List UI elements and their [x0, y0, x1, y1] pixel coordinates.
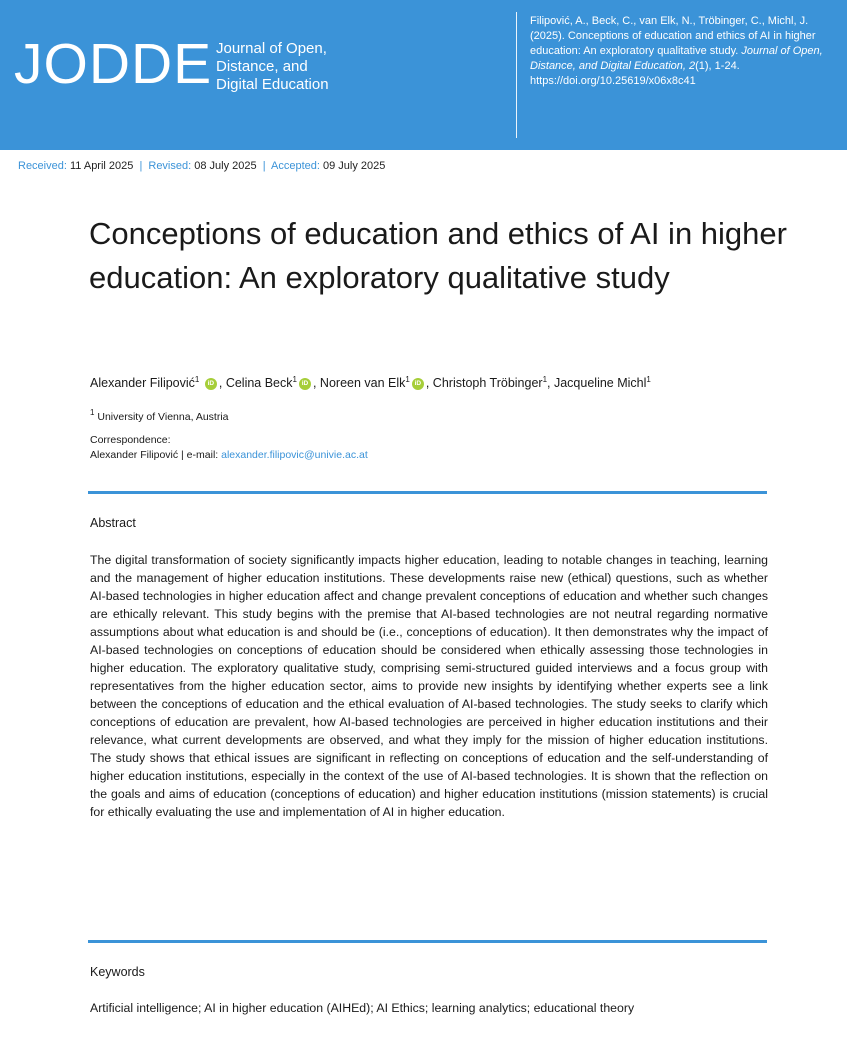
- author-affiliation-mark: 1: [194, 375, 200, 384]
- journal-name-line: Digital Education: [216, 76, 329, 93]
- correspondence-label: Correspondence:: [90, 434, 171, 446]
- revised-date: 08 July 2025: [194, 160, 257, 172]
- correspondence-name: Alexander Filipović | e-mail:: [90, 449, 222, 461]
- journal-logo: JODDE: [14, 32, 213, 96]
- author-name: Celina Beck: [225, 376, 293, 390]
- date-separator: |: [262, 160, 266, 172]
- affiliation-text: University of Vienna, Austria: [97, 411, 229, 423]
- journal-name-line: Journal of Open,: [216, 40, 327, 57]
- author-affiliation-mark: 1: [292, 375, 297, 384]
- received-date: 11 April 2025: [69, 160, 134, 172]
- journal-header: [0, 0, 847, 150]
- orcid-icon[interactable]: iD: [205, 378, 217, 390]
- keywords-heading: Keywords: [90, 965, 145, 979]
- correspondence: [90, 433, 368, 463]
- keywords-text: Artificial intelligence; AI in higher education (AIHEd); AI Ethics; learning analytics; educational theory: [90, 1001, 635, 1015]
- submission-dates: [18, 160, 385, 172]
- affiliation: [90, 408, 229, 423]
- author-affiliation-mark: 1: [542, 375, 548, 384]
- accepted-date: 09 July 2025: [322, 160, 386, 172]
- date-separator: |: [139, 160, 143, 172]
- journal-name-line: Distance, and: [216, 58, 308, 75]
- author-name: Christoph Tröbinger: [432, 376, 543, 390]
- citation-journal: Journal of Open, Distance, and Digital Education, 2: [530, 45, 823, 72]
- author-affiliation-mark: 1: [405, 375, 410, 384]
- affiliation-mark: 1: [90, 408, 95, 417]
- section-divider: [88, 491, 767, 494]
- paper-title: Conceptions of education and ethics of AI in higher education: An exploratory qualitative study: [89, 216, 787, 295]
- citation-text: Filipović, A., Beck, C., van Elk, N., Tröbinger, C., Michl, J. (2025). Conceptions of education and ethics of AI in higher education: An exploratory qualitative study.: [530, 15, 816, 57]
- accepted-label: Accepted:: [271, 160, 320, 172]
- received-label: Received:: [18, 160, 67, 172]
- orcid-icon[interactable]: iD: [412, 378, 424, 390]
- author-affiliation-mark: 1: [646, 375, 651, 384]
- author-name: Jacqueline Michl: [553, 376, 647, 390]
- abstract-text: The digital transformation of society significantly impacts higher education, leading to notable changes in teaching, learning and the management of higher education institutions. These developments raise new (ethical) questions, such as whether AI-based technologies in higher education affect and change prevalent conceptions of education and whether such changes are ethically relevant. This study begins with the premise that AI-based technologies are not neutral regarding normative assumptions about what education is and should be (i.e., conceptions of education). It then demonstrates why the impact of AI-based technologies on conceptions of education should be considered when ethically assessing those technologies in higher education. The exploratory qualitative study, comprising semi-structured guided interviews and a focus group with representatives from the higher education sector, aims to provide new insights by identifying whether experts see a link between the conceptions of education and the ethical evaluation of AI-based technologies. The study seeks to clarify which conceptions of education are prevalent, how AI-based technologies are perceived in higher education institutions and their relevance, what current developments are observed, and what they imply for the mission of higher education institutions. The study shows that ethical issues are significant in reflecting on conceptions of education and the self-understanding of higher education institutions, especially in the context of the use of AI-based technologies. It is shown that the reflection on the goals and aims of education (conceptions of education) and higher education institutions (mission statements) is crucial for ethically evaluating the use and implementation of AI in higher education.: [90, 553, 768, 819]
- abstract-heading: Abstract: [90, 516, 136, 530]
- citation: [530, 14, 830, 89]
- orcid-icon[interactable]: iD: [299, 378, 311, 390]
- citation-doi[interactable]: (1), 1-24. https://doi.org/10.25619/x06x8c41: [530, 60, 740, 87]
- author-list: Alexander Filipović$^1$ iD , Celina Beck$^1$ iD , Noreen van Elk$^1$ iD , Christoph Tröbinger$^1$, Jacqueline Michl$^1$: [90, 375, 651, 390]
- section-divider: [88, 940, 767, 943]
- correspondence-email-link[interactable]: alexander.filipovic@univie.ac.at: [221, 449, 368, 461]
- author-name: Noreen van Elk: [319, 376, 406, 390]
- revised-label: Revised:: [148, 160, 192, 172]
- journal-name: [216, 40, 416, 94]
- author-name: Alexander Filipović: [90, 376, 195, 390]
- header-divider: [516, 12, 517, 138]
